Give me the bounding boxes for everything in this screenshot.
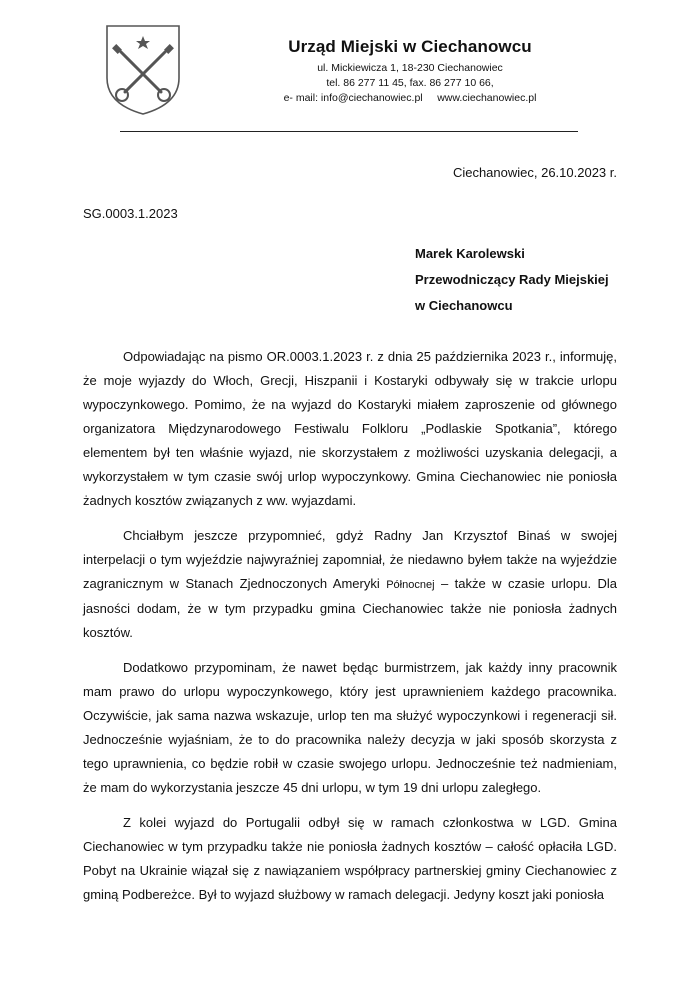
org-address: ul. Mickiewicza 1, 18-230 Ciechanowiec xyxy=(317,62,503,74)
body-paragraph: Dodatkowo przypominam, że nawet będąc burmistrzem, jak każdy inny pracownik mam prawo do urlopu wypoczynkowego, który jest uprawnieniem każdego pracownika. Oczywiście, jak sama nazwa wskazuje, urlop ten ma służyć wypoczynkowi i regeneracji sił. Jednocześnie wyjaśniam, że to do pracownika należy decyzja w jaki sposób skorzysta z tego uprawnienia, co będzie robił w czasie swojego urlopu. Jednocześnie też nadmieniam, że mam do wykorzystania jeszcze 45 dni urlopu, w tym 19 dni urlopu zaległego. xyxy=(83,660,617,795)
org-email-web: e- mail: info@ciechanowiec.pl www.ciechanowiec.pl xyxy=(283,92,537,104)
body-paragraph: Z kolei wyjazd do Portugalii odbył się w ramach członkostwa w LGD. Gmina Ciechanowiec w tym przypadku także nie poniosła żadnych kosztów – całość opłaciła LGD. Pobyt na Ukrainie wiązał się z nawiązaniem współpracy partnerskiej gminy Ciechanowiec z gminą Podbereżce. Był to wyjazd służbowy w ramach delegacji. Jedyny koszt jaki poniosła xyxy=(83,815,617,902)
org-name: Urząd Miejski w Ciechanowcu xyxy=(288,37,532,56)
body-paragraph: Odpowiadając na pismo OR.0003.1.2023 r. z dnia 25 października 2023 r., informuję, że moje wyjazdy do Włoch, Grecji, Hiszpanii i Kostaryki odbywały się w trakcie urlopu wypoczynkowego. Pomimo, że na wyjazd do Kostaryki miałem zaproszenie od głównego organizatora Międzynarodowego Festiwalu Folkloru „Podlaskie Spotkania”, którego elementem był ten właśnie wyjazd, nie skorzystałem z możliwości uzyskania delegacji, a wykorzystałem w tym czasie swój urlop wypoczynkowy. Gmina Ciechanowiec nie poniosła żadnych kosztów związanych z ww. wyjazdami. xyxy=(83,349,617,508)
recipient-place: w Ciechanowcu xyxy=(415,298,513,313)
letterhead xyxy=(260,37,560,106)
recipient-block xyxy=(415,241,609,319)
letter-date: Ciechanowiec, 26.10.2023 r. xyxy=(452,165,617,180)
recipient-title: Przewodniczący Rady Miejskiej xyxy=(415,272,609,287)
reference-number: SG.0003.1.2023 xyxy=(83,206,178,221)
crossed-keys-crest-icon xyxy=(103,22,183,117)
org-phone: tel. 86 277 11 45, fax. 86 277 10 66, xyxy=(326,77,494,89)
recipient-name: Marek Karolewski xyxy=(415,246,525,261)
body-paragraph: Chciałbym jeszcze przypomnieć, gdyż Radny Jan Krzysztof Binaś w swojej interpelacji o tym wyjeździe najwyraźniej zapomniał, że niedawno byłem także na wyjeździe zagranicznym w Stanach Zjednoczonych Ameryki Północnej – także w czasie urlopu. Dla jasności dodam, że w tym przypadku gmina Ciechanowiec także nie poniosła żadnych kosztów. xyxy=(83,528,618,640)
letter-body xyxy=(83,345,617,918)
header-divider xyxy=(120,131,578,132)
